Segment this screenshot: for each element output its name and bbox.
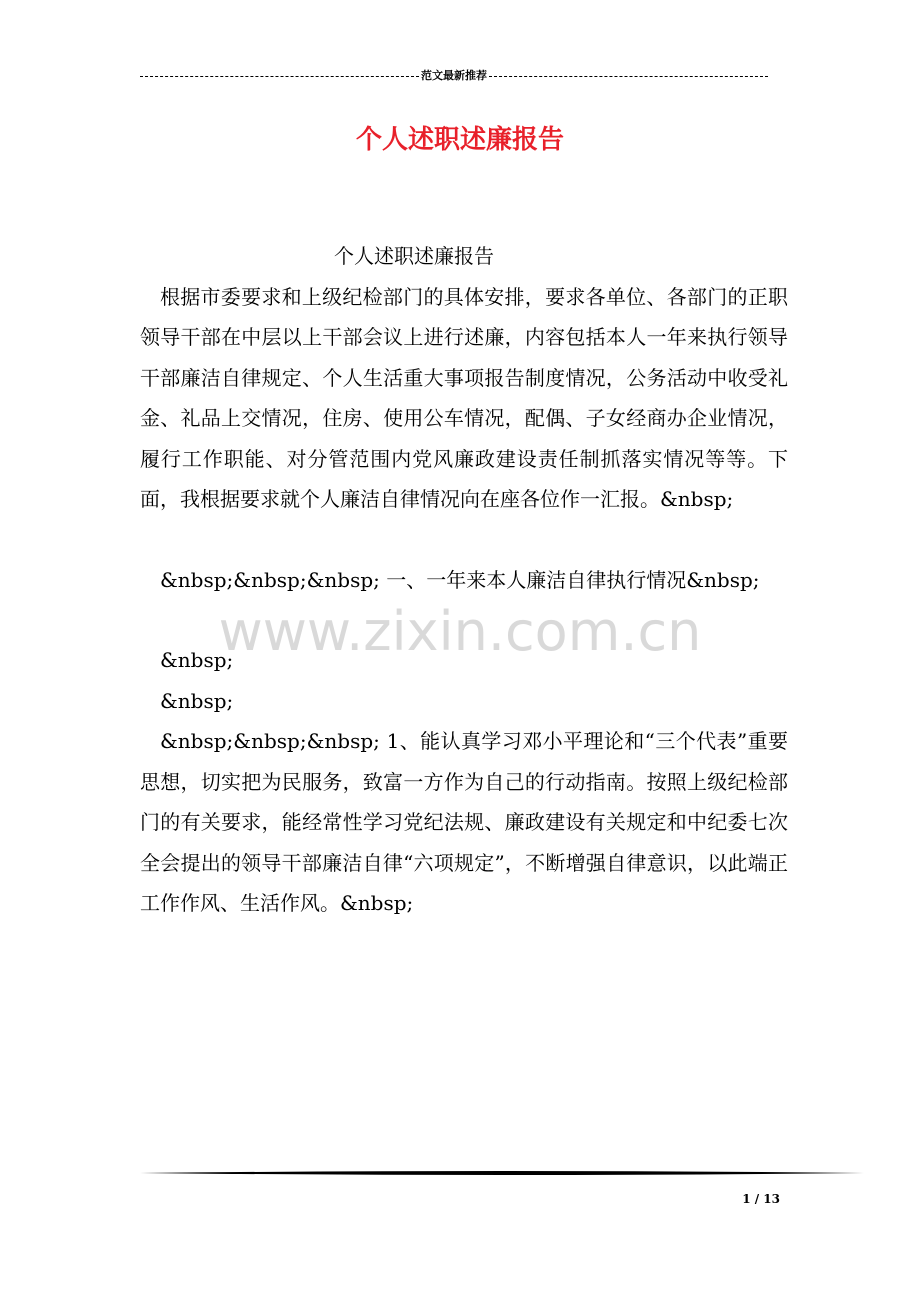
section-heading: &nbsp;&nbsp;&nbsp; 一、一年来本人廉洁自律执行情况&nbsp; [160, 567, 760, 592]
paragraph-intro: 根据市委要求和上级纪检部门的具体安排，要求各单位、各部门的正职领导干部在中层以上干部会议上进行述廉，内容包括本人一年来执行领导干部廉洁自律规定、个人生活重大事项报告制度情况，公务活动中收受礼金、礼品上交情况，住房、使用公车情况，配偶、子女经商办企业情况，履行工作职能、对分管范围内党风廉政建设责任制抓落实情况等等。下面，我根据要求就个人廉洁自律情况向在座各位作一汇报。&nbsp; [140, 284, 788, 511]
document-subtitle: 个人述职述廉报告 [334, 244, 494, 268]
header-dash-left [140, 76, 419, 77]
header-dash-right [489, 76, 768, 77]
header-label: 范文最新推荐 [421, 69, 487, 82]
watermark: www.zixin.com.cn [218, 600, 702, 663]
page-number: 1 / 13 [742, 1192, 780, 1206]
paragraph-blank: &nbsp; [160, 648, 234, 672]
spacer [140, 600, 788, 640]
page-header [140, 66, 768, 86]
footer-rule [140, 1166, 864, 1180]
document-title: 个人述职述廉报告 [355, 125, 564, 155]
document-body [140, 236, 788, 924]
spacer [140, 520, 788, 560]
paragraph-blank: &nbsp; [160, 688, 234, 713]
paragraph-item-1: &nbsp;&nbsp;&nbsp; 1、能认真学习邓小平理论和“三个代表”重要思想，切实把为民服务，致富一方作为自己的行动指南。按照上级纪检部门的有关要求，能经常性学习党纪法规、廉政建设有关规定和中纪委七次全会提出的领导干部廉洁自律“六项规定”，不断增强自律意识，以此端正工作作风、生活作风。&nbsp; [140, 729, 788, 915]
